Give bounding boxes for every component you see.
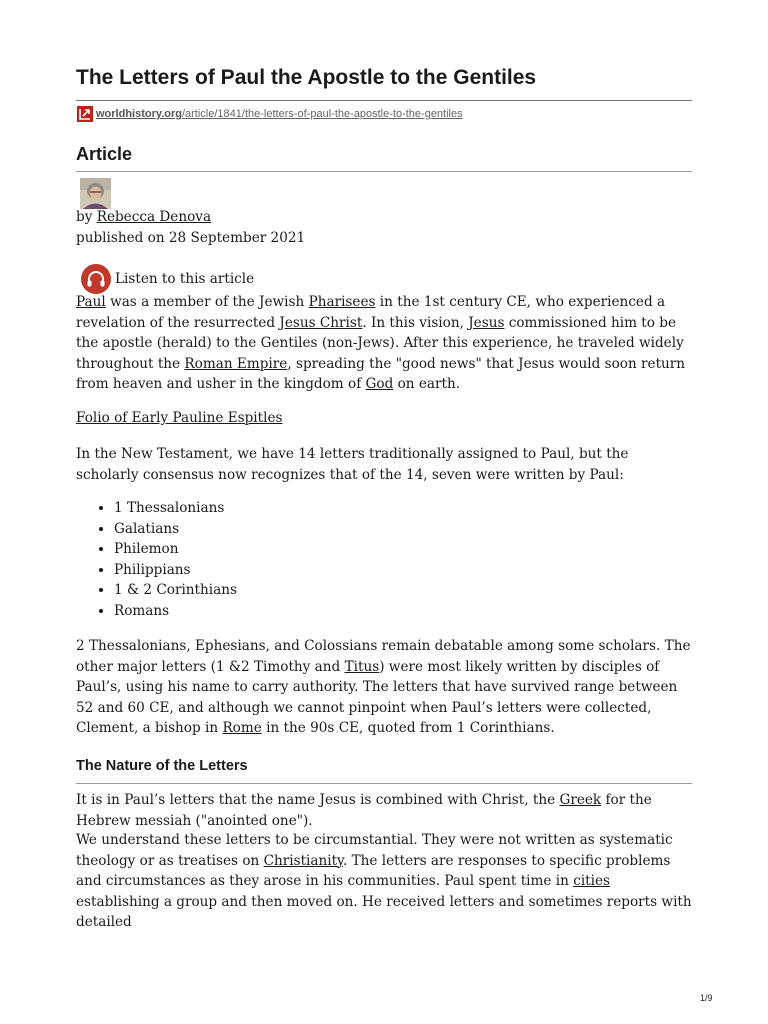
folio-link-row [76,408,692,429]
inline-link[interactable]: Christianity [263,852,343,869]
text-run: in the 90s CE, quoted from 1 Corinthians. [261,720,555,737]
text-run: 2 Thessalonians, Ephesians, and Colossians remain debatable among some scholars. The other major letters (1 &2 Timothy and [76,638,691,675]
folio-link[interactable]: Folio of Early Pauline Espitles [76,410,283,426]
list-item: • Romans [114,601,237,622]
text-run: establishing a group and then moved on. He received letters and sometimes reports with detailed [76,893,692,931]
headphones-icon [81,264,111,294]
letters-list [76,498,237,622]
text-run: We understand these letters to be circumstantial. They were not written as systematic theology or as treatises on [76,832,673,869]
inline-link[interactable]: Roman Empire [184,355,288,372]
section-heading: Article [76,144,133,164]
inline-link[interactable]: God [365,376,394,393]
inline-link[interactable]: Rome [222,720,262,737]
inline-link[interactable]: Greek [559,792,602,808]
text-run: was a member of the Jewish [105,294,309,310]
inline-link[interactable]: Jesus [468,314,505,331]
text-run: . In this vision, [362,314,469,331]
listen-label: Listen to this article [115,270,255,287]
author-avatar [80,178,111,209]
author-link[interactable]: Rebecca Denova [96,209,212,225]
text-run: . The letters are responses to specific problems and circumstances as they arose in his communities. Paul spent time in [76,852,671,890]
text-run: in the 1st century CE, who experienced a revelation of the resurrected [76,294,666,331]
source-url[interactable] [77,106,463,122]
text-run: on earth. [393,376,461,393]
inline-link[interactable]: cities [573,873,610,890]
list-item: • Galatians [114,519,237,540]
listen-button[interactable] [81,264,254,294]
list-item: • 1 & 2 Corinthians [114,580,237,601]
inline-link[interactable]: Titus [344,658,380,675]
inline-link[interactable]: Pharisees [308,294,376,310]
text-run: , spreading the "good news" that Jesus would soon return from heaven and usher in the kingdom of [76,355,686,393]
list-item: • Philemon [114,539,237,560]
title-divider [76,100,692,101]
list-item: • Philippians [114,560,237,581]
source-path[interactable]: /article/1841/the-letters-of-paul-the-apostle-to-the-gentiles [181,108,463,120]
page-number: 1/9 [700,993,713,1003]
subsection-heading: The Nature of the Letters [76,758,248,774]
text-run: commissioned him to be the apostle (herald) to the Gentiles (non-Jews). After this experience, he traveled widely throughout the [76,314,684,372]
text-run: It is in Paul’s letters that the name Jesus is combined with Christ, the [76,792,560,808]
paragraph-circumstantial [76,830,692,933]
byline [76,207,211,228]
subsection-divider [76,783,692,784]
paragraph-intro [76,292,692,395]
section-divider [76,171,692,172]
text-run: ) were most likely written by disciples of Paul’s, using his name to carry authority. The letters that have survived range between 52 and 60 CE, and although we cannot pinpoint when Paul’s letters were collected, Clement, a bishop in [76,658,678,737]
paragraph-name-jesus [76,790,692,831]
inline-link[interactable]: Paul [76,294,106,310]
external-link-icon [77,106,93,122]
byline-prefix: by [76,209,97,225]
paragraph-letters-intro: In the New Testament, we have 14 letters traditionally assigned to Paul, but the scholarly consensus now recognizes that of the 14, seven were written by Paul: [76,446,629,483]
list-item: • 1 Thessalonians [114,498,237,519]
source-domain[interactable]: worldhistory.org [96,108,182,120]
page-title: The Letters of Paul the Apostle to the Gentiles [76,66,537,89]
paragraph-disputed-letters [76,636,692,739]
inline-link[interactable]: Jesus Christ [279,314,363,331]
published-date: published on 28 September 2021 [76,230,306,246]
text-run: for the Hebrew messiah ("anointed one"). [76,792,652,829]
